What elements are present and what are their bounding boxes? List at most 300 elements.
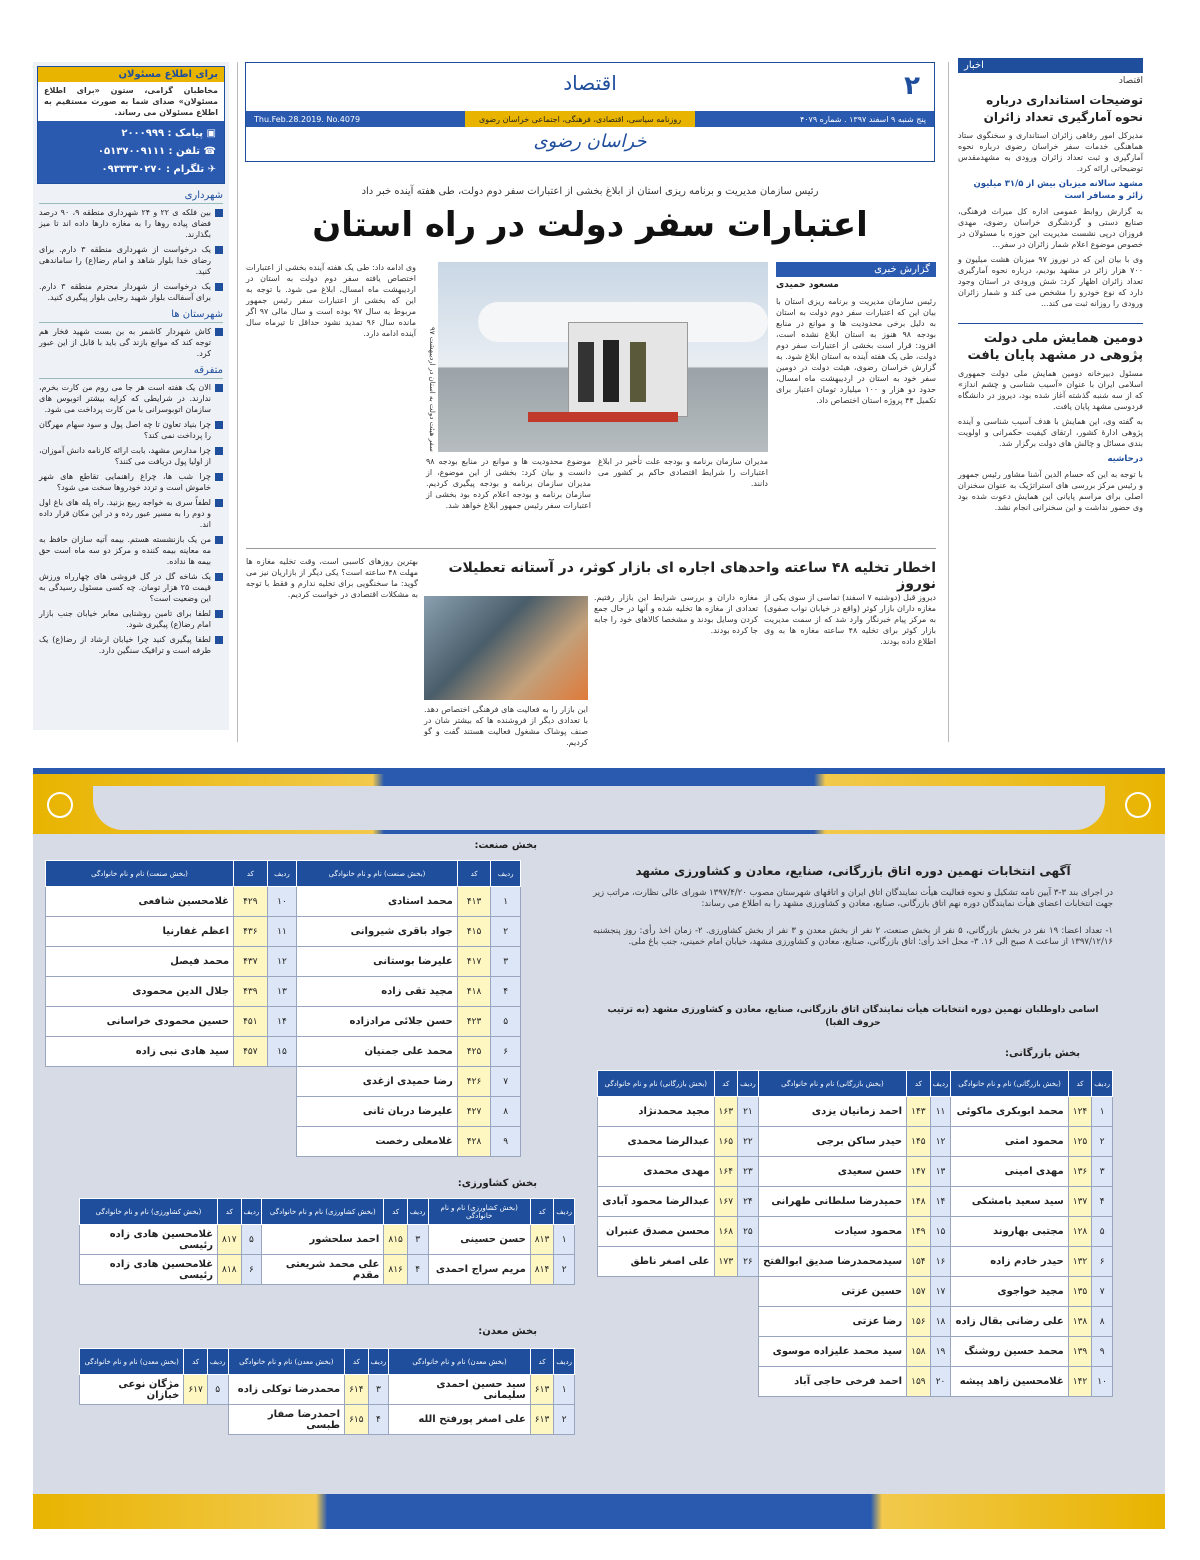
candidate-name: رضا عزتی: [758, 1307, 906, 1337]
candidate-name: [46, 1067, 234, 1097]
table-header: ردیف: [207, 1349, 228, 1375]
row-number: ۶: [1092, 1247, 1113, 1277]
table-row: [46, 887, 521, 917]
table-header: (بخش کشاورزی) نام و نام خانوادگی: [80, 1199, 218, 1225]
news-box-label: اخبار: [958, 58, 1143, 73]
candidate-name: مجید تقی زاده: [297, 977, 458, 1007]
candidate-name: مهدی محمدی: [598, 1157, 715, 1187]
left-column: [33, 62, 229, 730]
telegram-line[interactable]: ✈ تلگرام : ۰۹۳۳۳۳۰۲۷۰: [101, 164, 216, 175]
candidate-code: ۱۲۵: [1068, 1127, 1092, 1157]
news-headline-2: دومین همایش ملی دولت پژوهی در مشهد پایان یافت: [967, 331, 1143, 363]
candidate-name: محمود امتی: [951, 1127, 1068, 1157]
table-header: (بخش کشاورزی) نام و نام خانوادگی: [428, 1199, 530, 1225]
candidate-name: [46, 1127, 234, 1157]
candidate-code: ۶۱۳: [530, 1375, 554, 1405]
row-number: ۱۸: [930, 1307, 951, 1337]
candidate-code: ۴۲۸: [457, 1127, 491, 1157]
masthead: [245, 62, 935, 162]
table-header: ردیف: [1092, 1071, 1113, 1097]
candidate-code: ۱۷۳: [714, 1247, 738, 1277]
table-header: (بخش کشاورزی) نام و نام خانوادگی: [262, 1199, 384, 1225]
candidate-code: [714, 1337, 738, 1367]
reader-message: یک درخواست از شهرداری منطقه ۳ دارم. برای رضای خدا بلوار شاهد و امام رضا(ع) را ساماندهی کنید.: [39, 244, 223, 277]
candidate-name: محمد ابوبکری ماکوئی: [951, 1097, 1068, 1127]
row-number: ۹: [1092, 1337, 1113, 1367]
candidate-code: ۱۳۵: [1068, 1277, 1092, 1307]
row-number: ۲۵: [738, 1217, 759, 1247]
section-municipality: شهرداری: [39, 190, 223, 204]
row-number: ۱۰: [267, 887, 297, 917]
table-header: ردیف: [267, 861, 297, 887]
candidate-code: [234, 1127, 268, 1157]
table-header: ردیف: [554, 1349, 575, 1375]
candidate-code: ۱۲۸: [1068, 1217, 1092, 1247]
row-number: ۵: [241, 1225, 262, 1255]
row-number: ۱۳: [930, 1157, 951, 1187]
candidate-name: عبدالرضا محمدی: [598, 1127, 715, 1157]
candidate-code: ۱۳۹: [1068, 1337, 1092, 1367]
candidate-name: جلال الدین محمودی: [46, 977, 234, 1007]
election-ad: [33, 768, 1165, 1523]
candidate-name: غلامحسین شافعی: [46, 887, 234, 917]
row-number: ۱۷: [930, 1277, 951, 1307]
row-number: ۶: [491, 1037, 521, 1067]
row-number: ۵: [207, 1375, 228, 1405]
story-col-3: موضوع محدودیت ها و موانع در منابع بودجه ۹۸ دانست و بیان کرد: بخشی از این موضوع، از مدیران سازمان برنامه و بودجه پیگیری کردیم. سازمان برنامه و بودجه اعلام کرده بود بخشی از اعتبارات سفر رئیس جمهور ابلاغ خواهد شد.: [426, 457, 591, 510]
table-row: [46, 947, 521, 977]
row-number: ۶: [241, 1255, 262, 1285]
row-number: ۳: [407, 1225, 428, 1255]
table-header: ردیف: [554, 1199, 575, 1225]
candidate-name: علی رضانی بقال زاده: [951, 1307, 1068, 1337]
row-number: ۱۹: [930, 1337, 951, 1367]
row-number: ۷: [491, 1067, 521, 1097]
candidate-code: [234, 1067, 268, 1097]
candidate-code: ۴۲۷: [457, 1097, 491, 1127]
row-number: [267, 1067, 297, 1097]
table-row: [598, 1307, 1113, 1337]
candidate-code: ۶۱۷: [184, 1375, 208, 1405]
candidate-code: ۴۳۹: [234, 977, 268, 1007]
ad-title: آگهی انتخابات نهمین دوره اتاق بازرگانی، صنایع، معادن و کشاورزی مشهد: [635, 864, 1071, 878]
candidate-code: ۱۶۸: [714, 1217, 738, 1247]
story-kicker: رئیس سازمان مدیریت و برنامه ریزی استان از ابلاغ بخشی از اعتبارات سفر دوم دولت، طی هفته آینده خبر داد: [361, 186, 819, 197]
candidate-code: ۱۵۸: [907, 1337, 931, 1367]
candidate-name: مجتبی بهاروند: [951, 1217, 1068, 1247]
reader-message: یک درخواست از شهردار محترم منطقه ۳ دارم. برای آسفالت بلوار شهید رجایی بلوار پیگیری کنید.: [39, 281, 223, 303]
candidate-name: علیرضا بوستانی: [297, 947, 458, 977]
candidate-name: [598, 1277, 715, 1307]
candidate-code: ۱۴۹: [907, 1217, 931, 1247]
news-column: [958, 58, 1143, 513]
candidate-name: علی محمد شریعتی مقدم: [262, 1255, 384, 1285]
candidate-name: احمد زمانیان یزدی: [758, 1097, 906, 1127]
candidate-name: سیدمحمدرضا صدیق ابوالفتح: [758, 1247, 906, 1277]
row-number: ۱۲: [267, 947, 297, 977]
table-row: [46, 1037, 521, 1067]
candidate-name: سید محمد علیزاده موسوی: [758, 1337, 906, 1367]
row-number: ۲: [491, 917, 521, 947]
reader-message: چرا مدارس مشهد، بابت ارائه کارنامه دانش آموزان، از اولیا پول دریافت می کنند؟: [39, 445, 223, 467]
candidate-name: محمد فیصل: [46, 947, 234, 977]
candidate-name: [598, 1307, 715, 1337]
candidate-name: حسن حسینی: [428, 1225, 530, 1255]
report-label: گزارش خبری: [776, 262, 936, 277]
candidate-code: ۱۲۴: [1068, 1097, 1092, 1127]
candidate-code: ۱۳۶: [1068, 1157, 1092, 1187]
row-number: ۲۴: [738, 1187, 759, 1217]
table-header: کد: [234, 861, 268, 887]
table-row: [80, 1225, 575, 1255]
candidate-code: ۴۱۷: [457, 947, 491, 977]
candidate-name: [46, 1097, 234, 1127]
commerce-label: بخش بازرگانی:: [1004, 1048, 1080, 1059]
agri-label: بخش کشاورزی:: [457, 1178, 537, 1189]
candidate-code: ۱۶۵: [714, 1127, 738, 1157]
candidate-code: ۴۲۵: [457, 1037, 491, 1067]
table-header: (بخش معدن) نام و نام خانوادگی: [80, 1349, 184, 1375]
phone-line[interactable]: ☎ تلفن : ۰۵۱۳۷۰۰۹۱۱۱: [97, 146, 216, 157]
row-number: ۳: [491, 947, 521, 977]
table-row: [46, 1097, 521, 1127]
candidate-name: سید هادی نبی زاده: [46, 1037, 234, 1067]
table-row: [598, 1367, 1113, 1397]
second-col-3: این بازار را به فعالیت های فرهنگی اختصاص دهد. با تعدادی دیگر از فروشنده ها که بیشتر شان در صنف پوشاک مشغول فعالیت هستند گفت و گو کردیم.: [424, 705, 588, 747]
candidate-name: سید حسین احمدی سلیمانی: [389, 1375, 530, 1405]
story-headline: اعتبارات سفر دولت در راه استان: [312, 205, 868, 245]
candidate-name: حیدر خادم زاده: [951, 1247, 1068, 1277]
row-number: ۵: [1092, 1217, 1113, 1247]
candidate-name: سید سعید بامشکی: [951, 1187, 1068, 1217]
row-number: ۲۲: [738, 1127, 759, 1157]
row-number: ۱۳: [267, 977, 297, 1007]
candidate-code: ۸۱۷: [218, 1225, 242, 1255]
bazaar-photo: [424, 596, 588, 700]
row-number: ۷: [1092, 1277, 1113, 1307]
table-row: [598, 1187, 1113, 1217]
table-header: کد: [457, 861, 491, 887]
row-number: ۲: [554, 1255, 575, 1285]
photo-caption: سفر هیئت دولت به استان در اردیبهشت ۹۷: [428, 327, 436, 452]
contact-box-note: مخاطبان گرامی، ستون «برای اطلاع مسئولان» صدای شما به صورت مستقیم به اطلاع مسئولان می رساند.: [38, 82, 224, 121]
reader-message: یک شاخه گل در گل فروشی های چهارراه ورزش قیمت ۲۵ هزار تومان. چه کسی مسئول رسیدگی به این وضعیت است؟: [39, 571, 223, 604]
candidate-name: احمدرضا صفار طبسی: [228, 1405, 345, 1435]
page-number: ۲: [904, 71, 920, 101]
candidate-code: ۱۵۴: [907, 1247, 931, 1277]
section-title: اقتصاد: [563, 71, 617, 95]
commerce-table: [597, 1070, 1113, 1397]
candidate-code: ۱۴۲: [1068, 1367, 1092, 1397]
candidate-name: محمدرضا توکلی زاده: [228, 1375, 345, 1405]
sms-icon: ▣: [203, 128, 216, 139]
candidate-code: ۴۵۱: [234, 1007, 268, 1037]
candidate-code: ۱۳۸: [1068, 1307, 1092, 1337]
candidate-name: محسن مصدق عنبران: [598, 1217, 715, 1247]
news-subhead-1: مشهد سالانه میزبان بیش از ۳۱/۵ میلیون زائر و مسافر است: [973, 179, 1143, 201]
table-header: (بخش صنعت) نام و نام خانوادگی: [297, 861, 458, 887]
ad-rules: ۱- تعداد اعضا: ۱۹ نفر در بخش بازرگانی، ۵ نفر از بخش صنعت، ۲ نفر از بخش معدن و ۳ نفر از بخش کشاورزی. ۲- زمان اخذ رأی: روز پنجشنبه ۱۳۹۷/۱۲/۱۶ از ساعت ۸ صبح الی ۱۶. ۳- محل اخذ رأی: اتاق بازرگانی، صنایع، معادن و کشاورزی مشهد، خیابان امام خمینی، جنب باغ ملی.: [593, 926, 1113, 947]
table-header: کد: [1068, 1071, 1092, 1097]
table-header: (بخش بازرگانی) نام و نام خانوادگی: [758, 1071, 906, 1097]
candidate-name: غلامحسین هادی زاده رئیسی: [80, 1225, 218, 1255]
candidate-name: مجید خواجوی: [951, 1277, 1068, 1307]
mine-table: [79, 1348, 575, 1435]
candidate-code: ۱۶۳: [714, 1097, 738, 1127]
table-header: کد: [714, 1071, 738, 1097]
telegram-icon: ✈: [204, 164, 216, 175]
candidate-code: ۴۳۶: [234, 917, 268, 947]
row-number: ۱۲: [930, 1127, 951, 1157]
candidate-name: غلامعلی رخصت: [297, 1127, 458, 1157]
row-number: ۱: [491, 887, 521, 917]
candidate-code: ۶۱۴: [345, 1375, 369, 1405]
date-fa: پنج شنبه ۹ اسفند ۱۳۹۷ . شماره ۴۰۷۹: [799, 114, 926, 124]
candidate-name: حمیدرضا سلطانی طهرانی: [758, 1187, 906, 1217]
table-header: ردیف: [930, 1071, 951, 1097]
row-number: ۱۵: [930, 1217, 951, 1247]
row-number: ۱۰: [1092, 1367, 1113, 1397]
candidate-name: احمد سلحشور: [262, 1225, 384, 1255]
story-col-4: وی ادامه داد: طی یک هفته آینده بخشی از اعتبارات اختصاص یافته سفر دوم دولت به استان در اردیبهشت ماه امسال، ابلاغ می شود. با توجه به این که بخشی از اعتبارات سفر رئیس جمهور مربوط به سال ۹۷ بوده است و سال مالی ۹۷ اگر مانده سال ۹۶ تمدید نشود حداقل تا تیرماه سال آینده ادامه دارد.: [246, 263, 416, 338]
row-number: ۱۴: [930, 1187, 951, 1217]
reader-message: لطفا پیگیری کنید چرا خیابان ارشاد از رضا(ع) یک طرفه است و ترافیک سنگین دارد.: [39, 634, 223, 656]
row-number: [738, 1277, 759, 1307]
table-row: [598, 1337, 1113, 1367]
table-row: [80, 1255, 575, 1285]
candidate-name: حسن جلائی مرادزاده: [297, 1007, 458, 1037]
candidate-code: ۱۳۷: [1068, 1187, 1092, 1217]
news-subhead-2: درحاشیه: [1107, 454, 1143, 464]
reader-message: من یک بازنشسته هستم. بیمه آتیه سازان حافظ به مه معاینه بیمه کننده و مرکز دو سه ماه است حق بیمه ها نداده.: [39, 534, 223, 567]
story-col-1: رئیس سازمان مدیریت و برنامه ریزی استان با بیان این که اعتبارات سفر دوم دولت به استان به دلیل برخی محدودیت ها و موانع در منابع بودجه ۹۸ هنوز به استان ابلاغ نشده است، افزود: قرار است بخشی از اعتبارات سفر دوم دولت، طی یک هفته آینده به استان ابلاغ شود. به گزارش خراسان رضوی، هیئت دولت در دومین سفر خود به استان در اردیبهشت ماه امسال، حدود دو هزار و ۱۰۰ میلیارد تومان اعتبار برای تکمیل ۴۴ پروژه استان اختصاص داد.: [776, 297, 936, 405]
ad-list-title: اسامی داوطلبان نهمین دوره انتخابات هیأت نمایندگان اتاق بازرگانی، صنایع، معادن و کشاورزی مشهد (به ترتیب حروف الفبا): [607, 1005, 1099, 1028]
row-number: ۳: [368, 1375, 389, 1405]
news-body-2b: به گفته وی، این همایش با هدف آسیب شناسی و آینده پژوهی ادارۀ کشور، ارتقای کیفیت حکمرانی و اولویت بندی مسائل و چالش های دولت برگزار شد.: [958, 417, 1143, 448]
candidate-code: ۴۲۶: [457, 1067, 491, 1097]
table-row: [46, 1127, 521, 1157]
table-row: [598, 1157, 1113, 1187]
table-header: ردیف: [368, 1349, 389, 1375]
second-col-2: مغازه داران و بررسی شرایط این بازار رفتیم. تعدادی از مغازه ها تخلیه شده و آنها در حال جمع کردن وسایل بودند و مشخصا کالاهای خود را جابه جا کرده بودند.: [594, 593, 758, 635]
reader-message: لطفاً سری به خواجه ربیع بزنید. راه پله های باغ اول و دوم را به مسیر عبور رده و در این مکان قرار داده اند.: [39, 497, 223, 530]
row-number: ۱۱: [267, 917, 297, 947]
row-number: ۱: [554, 1375, 575, 1405]
candidate-name: غلامحسین زاهد پیشه: [951, 1367, 1068, 1397]
candidate-name: [80, 1405, 184, 1435]
reader-message: بین فلکه ی ۲۲ و ۲۴ شهرداری منطقه ۹، ۹۰ درصد فضای پیاده روها را به مغازه دارها داده اند تا میز بگذارند.: [39, 207, 223, 240]
table-header: کد: [184, 1349, 208, 1375]
news-body-1c: وی با بیان این که در نوروز ۹۷ میزبان هشت میلیون و ۷۰۰ هزار زائر در مشهد بودیم، درباره نحوه آمارگیری تعداد زائران اظهار کرد: شش ورودی در استان وجود دارد که نوع خودرو را مشخص می کند و شمار زائران ورودی را روزانه ثبت می کند...: [958, 255, 1143, 308]
industry-table: [45, 860, 521, 1157]
candidate-code: ۴۲۹: [234, 887, 268, 917]
candidate-name: مریم سراج احمدی: [428, 1255, 530, 1285]
candidate-code: ۱۴۷: [907, 1157, 931, 1187]
candidate-name: محمد حسین روشنگ: [951, 1337, 1068, 1367]
table-header: (بخش بازرگانی) نام و نام خانوادگی: [951, 1071, 1068, 1097]
row-number: ۴: [368, 1405, 389, 1435]
row-number: ۲۶: [738, 1247, 759, 1277]
row-number: ۴: [407, 1255, 428, 1285]
candidate-code: [234, 1097, 268, 1127]
table-row: [80, 1375, 575, 1405]
candidate-code: ۶۱۳: [530, 1405, 554, 1435]
candidate-name: [598, 1337, 715, 1367]
table-header: (بخش معدن) نام و نام خانوادگی: [228, 1349, 345, 1375]
report-block: [776, 262, 936, 406]
row-number: ۳: [1092, 1157, 1113, 1187]
section-misc: متفرقه: [39, 365, 223, 379]
candidate-name: مهدی امینی: [951, 1157, 1068, 1187]
table-row: [46, 917, 521, 947]
row-number: ۵: [491, 1007, 521, 1037]
sms-line[interactable]: ▣ پیامک : ۲۰۰۰۹۹۹: [121, 128, 216, 139]
row-number: ۲۱: [738, 1097, 759, 1127]
candidate-code: ۱۳۲: [1068, 1247, 1092, 1277]
second-story-headline: اخطار تخلیه ۴۸ ساعته واحدهای اجاره ای بازار کوثر، در آستانه تعطیلات نوروز: [448, 560, 936, 592]
table-header: کد: [530, 1349, 554, 1375]
news-body-2c: با توجه به این که حسام الدین آشنا مشاور رئیس جمهور و رئیس مرکز بررسی های استراتژیک به عنوان سخنران اصلی برای مراسم پایانی این همایش دعوت شده بود وی حضور نداشت و این سخنرانی انجام نشد.: [958, 470, 1143, 512]
candidate-code: ۴۳۷: [234, 947, 268, 977]
row-number: [267, 1127, 297, 1157]
candidate-code: ۱۴۳: [907, 1097, 931, 1127]
row-number: ۱۶: [930, 1247, 951, 1277]
candidate-name: محمد علی جمنیان: [297, 1037, 458, 1067]
table-header: ردیف: [241, 1199, 262, 1225]
table-header: کد: [384, 1199, 408, 1225]
row-number: ۹: [491, 1127, 521, 1157]
table-row: [598, 1127, 1113, 1157]
row-number: ۲۰: [930, 1367, 951, 1397]
candidate-code: [184, 1405, 208, 1435]
candidate-code: ۴۲۳: [457, 1007, 491, 1037]
candidate-code: ۱۵۹: [907, 1367, 931, 1397]
mine-label: بخش معدن:: [478, 1326, 537, 1337]
table-header: (بخش صنعت) نام و نام خانوادگی: [46, 861, 234, 887]
table-row: [46, 977, 521, 1007]
candidate-code: ۶۱۵: [345, 1405, 369, 1435]
table-header: (بخش بازرگانی) نام و نام خانوادگی: [598, 1071, 715, 1097]
chamber-logo-right: [1125, 792, 1151, 818]
candidate-code: [714, 1307, 738, 1337]
candidate-name: محمد استادی: [297, 887, 458, 917]
story-col-2: مدیران سازمان برنامه و بودجه علت تأخیر در ابلاغ اعتبارات را شرایط اقتصادی حاکم بر کشور می دانند.: [598, 457, 768, 488]
candidate-code: ۴۱۳: [457, 887, 491, 917]
row-number: [738, 1307, 759, 1337]
candidate-code: [714, 1277, 738, 1307]
table-row: [598, 1217, 1113, 1247]
second-col-1: دیروز قبل (دوشنبه ۷ اسفند) تماسی از سوی یکی از مغازه داران بازار کوثر (واقع در خیابان نواب صفوی) به مرکز پیام خبرنگار وارد شد که از سمت مدیریت بازار کوثر برای تخلیه ۴۸ ساعته مغازه ها به وی اطلاع داده بودند.: [764, 593, 937, 646]
agri-table: [79, 1198, 575, 1285]
contact-box: [37, 66, 225, 184]
table-header: (بخش معدن) نام و نام خانوادگی: [389, 1349, 530, 1375]
news-body-1b: به گزارش روابط عمومی اداره کل میراث فرهنگی، صنایع دستی و گردشگری خراسان رضوی، مهدی فروزان درپی نشست مدیریت این حوزه با مسئولان در خصوص موضوع اعلام شمار زائران در سفر...: [958, 207, 1143, 249]
table-row: [598, 1097, 1113, 1127]
candidate-code: ۸۱۴: [530, 1255, 554, 1285]
row-number: ۲۳: [738, 1157, 759, 1187]
table-header: ردیف: [407, 1199, 428, 1225]
candidate-code: ۸۱۶: [384, 1255, 408, 1285]
row-number: ۸: [1092, 1307, 1113, 1337]
chamber-logo-left: [47, 792, 73, 818]
table-header: ردیف: [738, 1071, 759, 1097]
candidate-code: ۸۱۸: [218, 1255, 242, 1285]
reader-message: لطفا برای تامین روشنایی معابر خیابان جنب بازار امام رضا(ع) پیگیری شود.: [39, 608, 223, 630]
candidate-code: ۸۱۳: [530, 1225, 554, 1255]
candidate-name: جواد باقری شیروانی: [297, 917, 458, 947]
candidate-name: مژگان نوعی خبازان: [80, 1375, 184, 1405]
candidate-name: حسن سعیدی: [758, 1157, 906, 1187]
row-number: ۴: [1092, 1187, 1113, 1217]
row-number: [267, 1097, 297, 1127]
table-header: کد: [345, 1349, 369, 1375]
row-number: ۱۵: [267, 1037, 297, 1067]
candidate-code: ۱۴۵: [907, 1127, 931, 1157]
candidate-name: رضا حمیدی ازغدی: [297, 1067, 458, 1097]
section-cities: شهرستان ها: [39, 309, 223, 323]
author: مسعود حمیدی: [776, 280, 839, 290]
row-number: ۲: [1092, 1127, 1113, 1157]
candidate-name: حسین محمودی خراسانی: [46, 1007, 234, 1037]
news-headline-1: توضیحات استانداری درباره نحوه آمارگیری تعداد زائران: [983, 93, 1143, 124]
industry-label: بخش صنعت:: [474, 840, 537, 851]
row-number: [207, 1405, 228, 1435]
candidate-name: اعظم غفارنیا: [46, 917, 234, 947]
row-number: ۴: [491, 977, 521, 1007]
candidate-name: غلامحسین هادی زاده رئیسی: [80, 1255, 218, 1285]
ad-intro: در اجرای بند ۳-۳ آیین نامه تشکیل و نحوه فعالیت هیأت نمایندگان اتاق ایران و اتاقهای شهرستان مصوب ۱۳۹۷/۴/۲۰ شورای عالی نظارت، مراتب زیر جهت انتخابات اعضای هیأت نمایندگان دوره نهم اتاق بازرگانی، صنایع، معادن و کشاورزی مشهد را به اطلاع می رساند:: [593, 888, 1114, 909]
reader-message: چرا شب ها، چراغ راهنمایی تقاطع های شهر خاموش است و تردد خودروها سخت می شود؟: [39, 471, 223, 493]
candidate-name: علی اصغر ناطق: [598, 1247, 715, 1277]
row-number: ۲: [554, 1405, 575, 1435]
row-number: ۱۴: [267, 1007, 297, 1037]
candidate-name: حیدر ساکن برجی: [758, 1127, 906, 1157]
table-header: کد: [218, 1199, 242, 1225]
reader-message: چرا بنیاد تعاون تا چه اصل پول و سود سهام مهرگان را پرداخت نمی کند؟: [39, 419, 223, 441]
logo: خراسان رضوی: [533, 131, 647, 152]
table-row: [598, 1247, 1113, 1277]
contact-lines: [38, 121, 224, 183]
news-section: اقتصاد: [1118, 76, 1143, 86]
row-number: ۱۱: [930, 1097, 951, 1127]
candidate-code: ۸۱۵: [384, 1225, 408, 1255]
reader-message: کاش شهردار کاشمر به بن بست شهید فخار هم توجه کند که موانع بازند گی باید با قابل از این عبور کرد.: [39, 326, 223, 359]
table-row: [598, 1277, 1113, 1307]
candidate-name: مجید محمدنژاد: [598, 1097, 715, 1127]
candidate-name: علی اصغر پورفتح الله: [389, 1405, 530, 1435]
candidate-name: حسین عزتی: [758, 1277, 906, 1307]
tagline: روزنامه سیاسی، اقتصادی، فرهنگی، اجتماعی خراسان رضوی: [465, 111, 695, 127]
row-number: ۱: [1092, 1097, 1113, 1127]
table-row: [46, 1067, 521, 1097]
news-body-2: مسئول دبیرخانه دومین همایش ملی دولت جمهوری اسلامی ایران با عنوان «آسیب شناسی و چشم انداز» که از سه شنبه گذشته آغاز شده بود، دیروز در دانشگاه فردوسی مشهد پایان یافت.: [958, 369, 1143, 411]
candidate-name: علیرضا دربان ثانی: [297, 1097, 458, 1127]
row-number: [738, 1367, 759, 1397]
masthead-bar: [246, 111, 934, 127]
items-misc: [33, 382, 229, 656]
phone-icon: ☎: [200, 146, 216, 157]
reader-message: الان یک هفته است هر جا می روم من کارت بخرم، ندارند. در شرایطی که کرایه بیشتر اتوبوس های سازمان اتوبوسرانی با من کارت پرداخت می شود.: [39, 382, 223, 415]
candidate-code: ۱۵۶: [907, 1307, 931, 1337]
story-photo: [438, 262, 768, 452]
candidate-code: ۴۱۸: [457, 977, 491, 1007]
table-header: کد: [530, 1199, 554, 1225]
candidate-code: ۱۶۷: [714, 1187, 738, 1217]
table-header: ردیف: [491, 861, 521, 887]
items-cities: [33, 326, 229, 359]
table-row: [46, 1007, 521, 1037]
row-number: ۱: [554, 1225, 575, 1255]
